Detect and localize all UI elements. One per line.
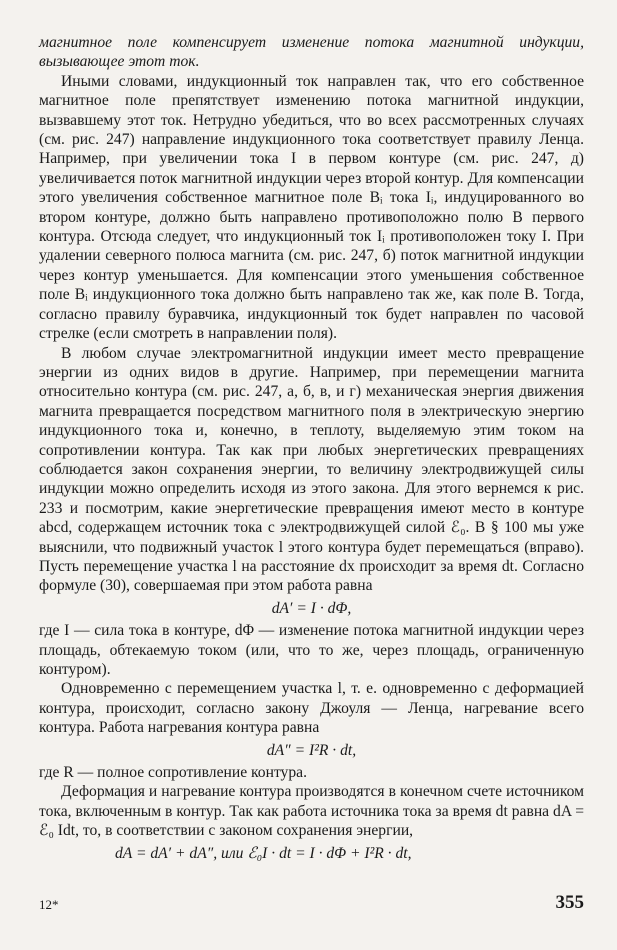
page-number: 355 xyxy=(555,892,584,913)
lead-text: магнитное поле компенсирует изменение потока магнитной индукции, вызывающее этот ток. xyxy=(39,34,584,71)
page-footer xyxy=(39,893,584,917)
printer-signature: 12* xyxy=(39,897,59,912)
paragraph-lenz-rule: Иными словами, индукционный ток направлен так, что его собственное магнитное поле препятствует изменению потока магнитной индукции, вызвавшему этот ток. Нетрудно убедиться, что во всех рассмотренных случаях (см. рис. 247) направление индукционного тока соответствует правилу Ленца. Например, при увеличении тока I в первом контуре (см. рис. 247, д) увеличивается поток магнитной индукции через второй контур. Для компенсации этого увеличения собственное магнитное поле Bᵢ тока Iᵢ, индуцированного во втором контуре, должно быть направлено противоположно полю B первого контура. Отсюда следует, что индукционный ток Iᵢ противоположен току I. При удалении северного полюса магнита (см. рис. 247, б) поток магнитной индукции через контур уменьшается. Для компенсации этого уменьшения собственное поле Bᵢ индукционного тока должно быть направлено так же, как поле B. Тогда, согласно правилу буравчика, индукционный ток будет направлен по часовой стрелке (если смотреть в направлении поля). xyxy=(39,72,584,343)
formula-heating-explanation: где R — полное сопротивление контура. xyxy=(39,764,307,782)
formula-work: dA′ = I · dΦ, xyxy=(271,599,352,617)
paragraph-energy-conversion: В любом случае электромагнитной индукции имеет место превращение энергии из одних видов в другие. Например, при перемещении магнита относительно контура (см. рис. 247, а, б, в, и г) механическая энергия движения магнита превращается посредством магнитного поля в электрическую энергию индукционного тока и, конечно, в теплоту, выделяемую этим током на сопротивлении контура. Так как при любых энергетических превращениях соблюдается закон сохранения энергии, то величину электродвижущей силы индукции можно определить исходя из этого закона. Для этого вернемся к рис. 233 и посмотрим, какие энергетические превращения имеют место в контуре abcd, содержащем источник тока с электродвижущей силой ℰ₀. В § 100 мы уже выяснили, что подвижный участок l этого контура будет перемещаться (вправо). Пусть перемещение участка l на расстояние dx происходит за время dt. Согласно формуле (30), совершаемая при этом работа равна xyxy=(39,344,584,595)
page-body xyxy=(39,33,584,866)
paragraph-source-work: Деформация и нагревание контура производятся в конечном счете источником тока, включенным в контур. Так как работа источника тока за время dt равна dA = ℰ₀ Idt, то, в соответствии с законом сохранения энергии, xyxy=(39,783,584,840)
formula-heating: dA″ = I²R · dt, xyxy=(266,741,357,759)
formula-work-explanation: где I — сила тока в контуре, dΦ — изменение потока магнитной индукции через площадь, обтекаемую током (или, что то же, через площадь, ограниченную контуром). xyxy=(39,622,584,678)
paragraph-joule-lenz: Одновременно с перемещением участка l, т. е. одновременно с деформацией контура, происходит, согласно закону Джоуля — Ленца, нагревание всего контура. Работа нагревания контура равна xyxy=(39,680,584,737)
formula-energy-balance: dA = dA′ + dA″, или ℰ₀I · dt = I · dΦ + I²R · dt, xyxy=(115,844,412,862)
